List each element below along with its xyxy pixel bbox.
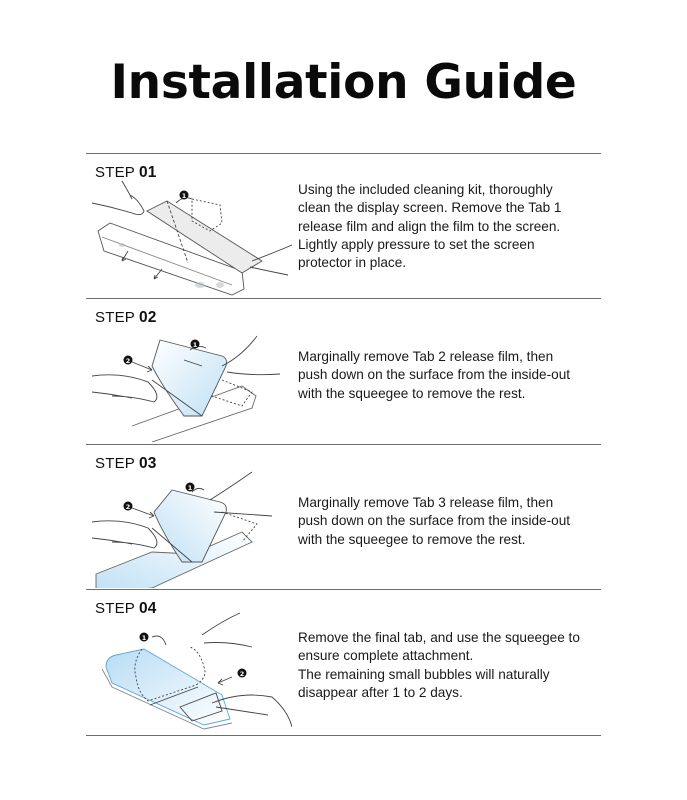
step-01-illustration [92, 171, 292, 297]
step-02 [86, 298, 601, 443]
step-word: STEP [95, 600, 135, 617]
step-03-illustration [92, 462, 292, 588]
page-title: Installation Guide [110, 55, 577, 110]
step-word: STEP [95, 455, 135, 472]
svg-text:1: 1 [187, 484, 193, 492]
step-01 [86, 153, 601, 298]
step-02-illustration [92, 316, 292, 442]
step-word: STEP [95, 164, 135, 181]
step-description: Using the included cleaning kit, thoroughly clean the display screen. Remove the Tab 1 release film and align the film to the screen. Lightly apply pressure to set the screen protector in place. [298, 182, 562, 271]
step-number: 02 [138, 309, 157, 326]
step-04-illustration [92, 607, 292, 733]
svg-text:1: 1 [141, 634, 147, 642]
step-word: STEP [95, 309, 135, 326]
svg-text:1: 1 [192, 341, 198, 349]
step-description: Remove the final tab, and use the squeegee to ensure complete attachment. The remaining small bubbles will naturally disappear after 1 to 2 days. [298, 630, 580, 700]
step-03 [86, 444, 601, 589]
step-04 [86, 589, 601, 734]
step-number: 04 [138, 600, 157, 617]
step-description: Marginally remove Tab 3 release film, then push down on the surface from the inside-out with the squeegee to remove the rest. [298, 495, 571, 547]
svg-text:2: 2 [239, 670, 245, 678]
step-number: 01 [138, 164, 157, 181]
step-description: Marginally remove Tab 2 release film, then push down on the surface from the inside-out with the squeegee to remove the rest. [298, 349, 571, 401]
step-number: 03 [138, 455, 157, 472]
divider [86, 735, 601, 736]
svg-text:1: 1 [181, 192, 187, 200]
svg-text:2: 2 [125, 357, 131, 365]
svg-text:2: 2 [125, 503, 131, 511]
